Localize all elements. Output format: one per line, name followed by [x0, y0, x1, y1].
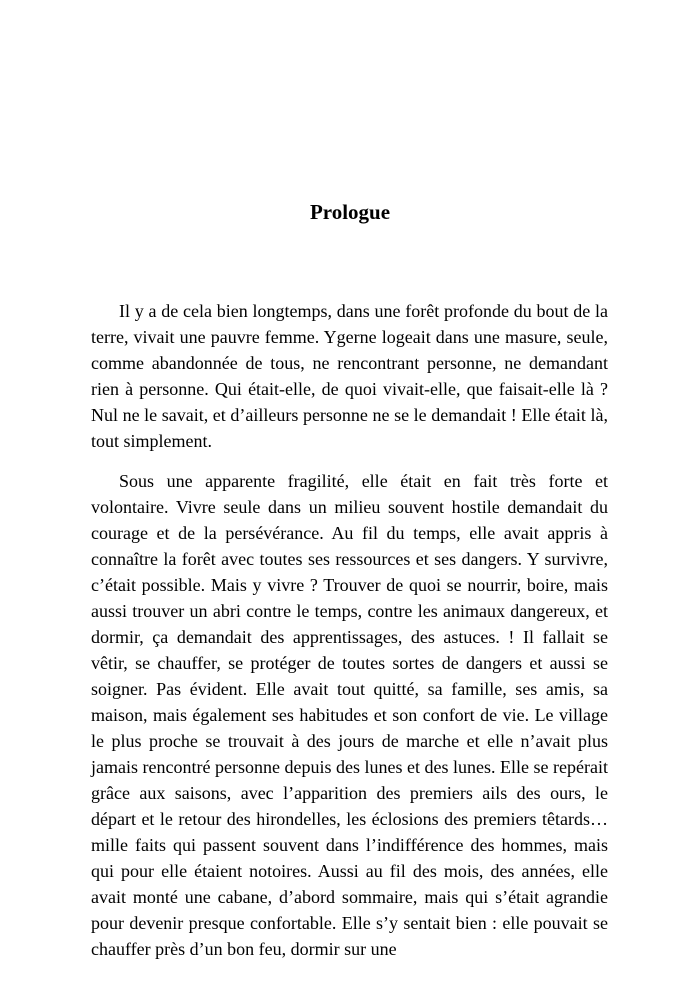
paragraph-1: Il y a de cela bien longtemps, dans une forêt profonde du bout de la terre, vivait une pauvre femme. Ygerne logeait dans une masure, seule, comme abandonnée de tous, ne rencontrant personne, ne demandant rien à personne. Qui était-elle, de quoi vivait-elle, que faisait-elle là ? Nul ne le savait, et d’ailleurs personne ne se le demandait ! Elle était là, tout simplement. [91, 301, 608, 451]
chapter-title: Prologue [309, 200, 391, 224]
paragraph-2: Sous une apparente fragilité, elle était en fait très forte et volontaire. Vivre seule dans un milieu souvent hostile demandait du courage et de la persévérance. Au fil du temps, elle avait appris à connaître la forêt avec toutes ses ressources et ses dangers. Y survivre, c’était possible. Mais y vivre ? Trouver de quoi se nourrir, boire, mais aussi trouver un abri contre le temps, contre les animaux dangereux, et dormir, ça demandait des apprentissages, des astuces. ! Il fallait se vêtir, se chauffer, se protéger de toutes sortes de dangers et aussi se soigner. Pas évident. Elle avait tout quitté, sa famille, ses amis, sa maison, mais également ses habitudes et son confort de vie. Le village le plus proche se trouvait à des jours de marche et elle n’avait plus jamais rencontré personne depuis des lunes et des lunes. Elle se repérait grâce aux saisons, avec l’apparition des premiers ails des ours, le départ et le retour des hirondelles, les éclosions des premiers têtards… mille faits qui passent souvent dans l’indifférence des hommes, mais qui pour elle étaient notoires. Aussi au fil des mois, des années, elle avait monté une cabane, d’abord sommaire, mais qui s’était agrandie pour devenir presque confortable. Elle s’y sentait bien : elle pouvait se chauffer près d’un bon feu, dormir sur une [91, 471, 608, 959]
